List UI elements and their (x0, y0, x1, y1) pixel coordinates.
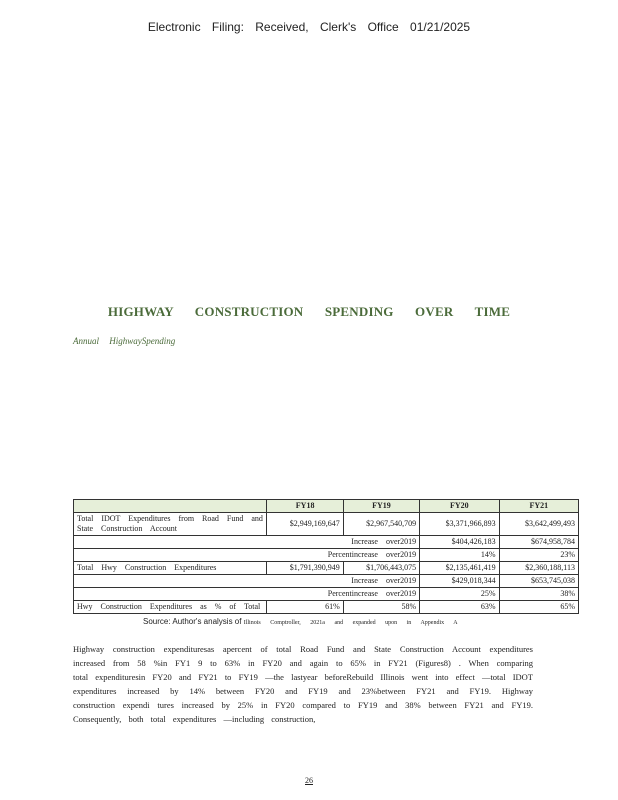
table-cell: $3,642,499,493 (499, 513, 578, 536)
filing-header: Electronic Filing: Received, Clerk's Office 01/21/2025 (147, 20, 471, 34)
table-cell: $3,371,966,893 (420, 513, 499, 536)
column-header: FY21 (499, 500, 578, 513)
table-cell: $2,135,461,419 (420, 562, 499, 575)
table-cell: 25% (420, 588, 499, 601)
table-header-row (74, 500, 579, 513)
row-label: Increase over2019 (74, 575, 420, 588)
table-cell: $429,018,344 (420, 575, 499, 588)
table-cell: $1,706,443,075 (343, 562, 419, 575)
table-cell: 38% (499, 588, 578, 601)
row-label: Hwy Construction Expenditures as % of Total (74, 601, 267, 614)
row-label: Percentincrease over2019 (74, 549, 420, 562)
source-lead: Source: Author's analysis of (143, 617, 242, 626)
table-cell: $2,360,188,113 (499, 562, 578, 575)
table-cell: $674,958,784 (499, 536, 578, 549)
body-paragraph: Highway construction expendituresas apercent of total Road Fund and State Construction Account expenditures increased from 58 %in FY1 9 to 63% in FY20 and again to 65% in FY21 (Figures8) . When comparing total expendituresin FY20 and FY21 to FY19 —the lastyear beforeRebuild Illinois went into effect —total IDOT expenditures increased by 14% between FY20 and FY19 and 23%between FY21 and FY19. Highway construction expendi tures increased by 25% in FY20 compared to FY19 and 38% between FY21 and FY19. Consequently, both total expenditures —including construction, (73, 644, 533, 724)
table-cell: $653,745,038 (499, 575, 578, 588)
row-label: Total IDOT Expenditures from Road Fund and State Construction Account (74, 513, 267, 536)
figure-subtitle: Annual HighwaySpending (73, 336, 176, 346)
column-header: FY19 (343, 500, 419, 513)
column-header: FY18 (267, 500, 343, 513)
table-cell: $1,791,390,949 (267, 562, 343, 575)
table-cell: 14% (420, 549, 499, 562)
expenditure-table (73, 499, 579, 614)
table-cell: $2,967,540,709 (343, 513, 419, 536)
source-rest: Illinois Comptroller, 2021a and expanded upon in Appendix A (243, 620, 458, 626)
table-row (74, 549, 579, 562)
column-header: FY20 (420, 500, 499, 513)
table-row (74, 513, 579, 536)
row-label: Increase over2019 (74, 536, 420, 549)
table-cell: 61% (267, 601, 343, 614)
row-label: Total Hwy Construction Expenditures (74, 562, 267, 575)
page-number: 26 (305, 776, 313, 785)
table-cell: 65% (499, 601, 578, 614)
table-cell: $2,949,169,647 (267, 513, 343, 536)
row-label: Percentincrease over2019 (74, 588, 420, 601)
table-cell: 58% (343, 601, 419, 614)
table-cell: $404,426,183 (420, 536, 499, 549)
table-row (74, 601, 579, 614)
table-header-blank (74, 500, 267, 513)
table-row (74, 562, 579, 575)
table-cell: 23% (499, 549, 578, 562)
table-cell: 63% (420, 601, 499, 614)
table-row (74, 588, 579, 601)
section-title: HIGHWAY CONSTRUCTION SPENDING OVER TIME (107, 304, 511, 319)
table-source-note (143, 617, 458, 626)
table-row (74, 536, 579, 549)
table-row (74, 575, 579, 588)
